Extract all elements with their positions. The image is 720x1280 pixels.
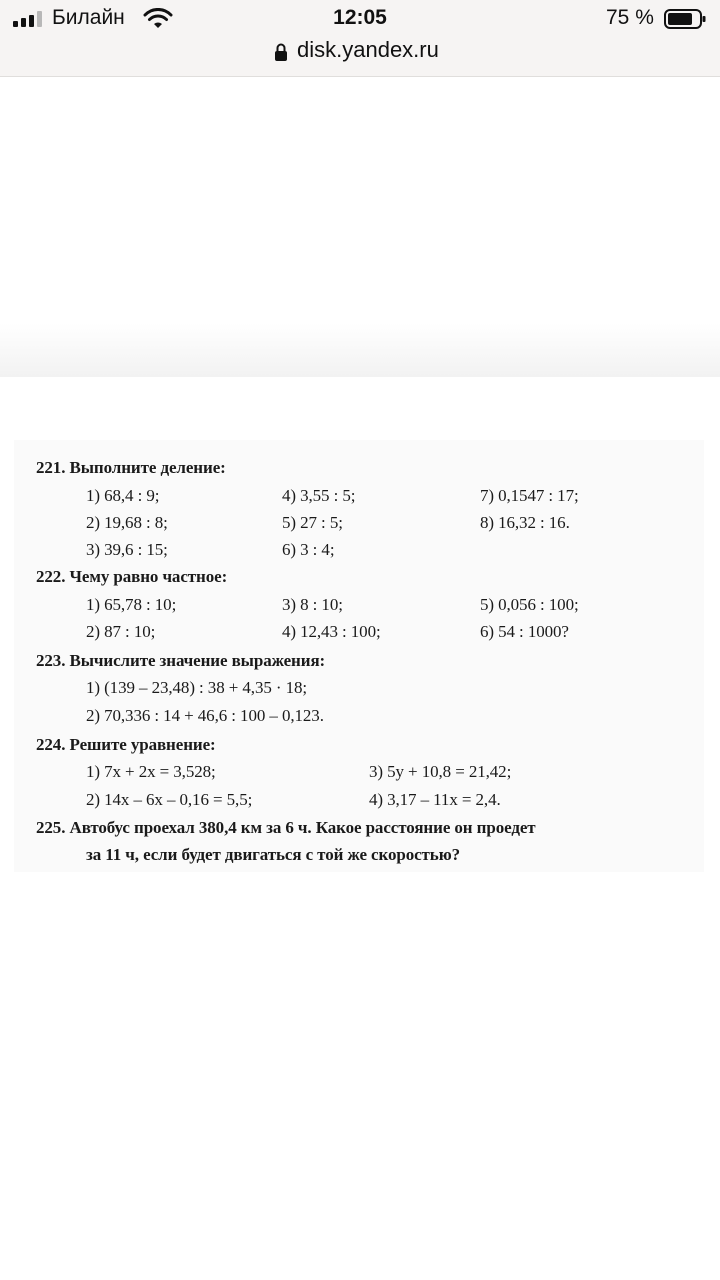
exercise-item: 4) 3,55 : 5; — [282, 486, 356, 505]
browser-top-bar — [0, 0, 720, 77]
exercise-item: 3) 8 : 10; — [282, 595, 343, 614]
exercise-223-heading: 223. Вычислите значение выражения: — [36, 651, 326, 670]
exercise-item: 5) 27 : 5; — [282, 513, 343, 532]
exercise-item: 1) 7x + 2x = 3,528; — [86, 762, 216, 781]
exercise-item: 2) 70,336 : 14 + 46,6 : 100 – 0,123. — [86, 706, 324, 725]
blank-page-area — [0, 77, 720, 377]
exercise-item: 5) 0,056 : 100; — [480, 595, 579, 614]
exercise-item: 2) 19,68 : 8; — [86, 513, 168, 532]
status-time: 12:05 — [333, 6, 387, 29]
exercise-item: 1) 68,4 : 9; — [86, 486, 160, 505]
exercise-item: 1) (139 – 23,48) : 38 + 4,35 · 18; — [86, 678, 308, 697]
exercise-item: 4) 3,17 – 11x = 2,4. — [369, 790, 501, 809]
exercise-item: 2) 14x – 6x – 0,16 = 5,5; — [86, 790, 253, 809]
exercise-item: 8) 16,32 : 16. — [480, 513, 570, 532]
exercise-item: 6) 54 : 1000? — [480, 622, 569, 641]
exercise-222-heading: 222. Чему равно частное: — [36, 567, 228, 586]
carrier-name: Билайн — [52, 6, 125, 29]
textbook-scan — [14, 440, 704, 872]
exercise-item: 1) 65,78 : 10; — [86, 595, 177, 614]
battery-icon — [664, 9, 706, 29]
exercise-item: 3) 39,6 : 15; — [86, 540, 168, 559]
exercise-225-heading: 225. Автобус проехал 380,4 км за 6 ч. Какое расстояние он проедет — [36, 818, 536, 837]
exercise-item: 6) 3 : 4; — [282, 540, 335, 559]
battery-percentage: 75 % — [606, 6, 654, 29]
exercise-224-heading: 224. Решите уравнение: — [36, 735, 216, 754]
lock-icon — [274, 42, 288, 62]
exercise-item: за 11 ч, если будет двигаться с той же скоростью? — [86, 845, 460, 864]
exercise-221-heading: 221. Выполните деление: — [36, 458, 226, 477]
address-bar-domain[interactable]: disk.yandex.ru — [297, 37, 439, 62]
exercise-item: 2) 87 : 10; — [86, 622, 156, 641]
exercise-item: 4) 12,43 : 100; — [282, 622, 381, 641]
exercise-item: 7) 0,1547 : 17; — [480, 486, 579, 505]
exercise-item: 3) 5y + 10,8 = 21,42; — [369, 762, 512, 781]
